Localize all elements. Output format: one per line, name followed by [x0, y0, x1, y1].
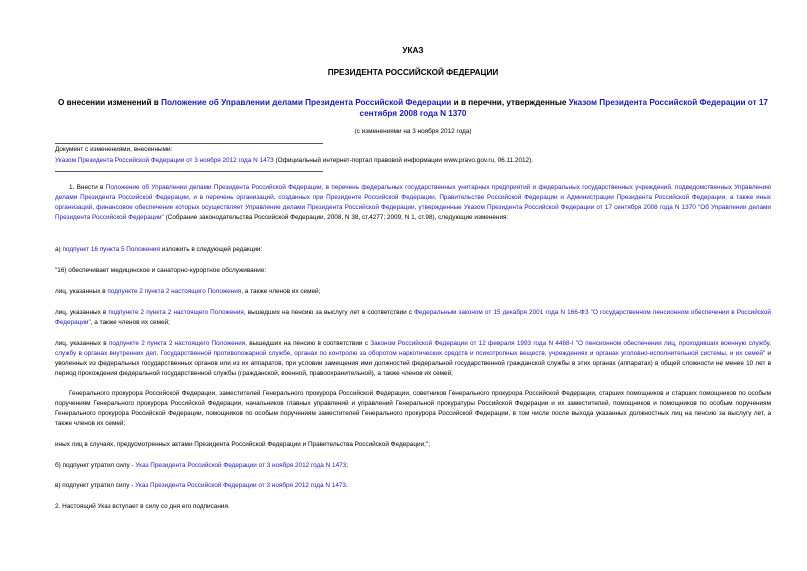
p5-link-federal-law-166[interactable]: Федеральным законом от 15 декабря 2001 года N 166-ФЗ "О государственном пенсионном обеспечении в Российской Федерации" — [55, 309, 771, 326]
p1-link-regulation[interactable]: Положение об Управлении делами Президента Российской Федерации, в перечень федеральных государственных унитарных предприятий и федеральных государственных учреждений, подведомственных Управлению делами Президента Российской Федерации, и в перечень организаций, созданных при Президенте Российской Федерации, Правительстве Российской Федерации и Администрации Президента Российской Федерации, а также иных организаций, финансовое обеспечение которых осуществляет Управление делами Президента Российской Федерации, утвержденные Указом Президента Российской Федерации от 17 сентября 2008 года N 1370 "Об Управлении делами Президента Российской Федерации" — [55, 184, 771, 221]
p2-link-subpoint-16[interactable]: подпункт 16 пункта 5 Положения — [62, 246, 160, 253]
p9-link-decree-1473[interactable]: Указ Президента Российской Федерации от 3 ноября 2012 года N 1473 — [135, 462, 347, 469]
edition-note: (с изменениями на 3 ноября 2012 года) — [354, 128, 472, 135]
title-link-regulation[interactable]: Положение об Управлении делами Президента Российской Федерации — [161, 98, 452, 107]
paragraph-16: "16) обеспечивает медицинское и санаторно-курортное обслуживание: — [55, 267, 267, 274]
p6-link-subpoint-2[interactable]: подпункте 2 пункта 2 настоящего Положения — [108, 340, 246, 347]
p5-link-subpoint-2[interactable]: подпункте 2 пункта 2 настоящего Положения — [108, 309, 244, 316]
p4-link-subpoint-2[interactable]: подпункте 2 пункта 2 настоящего Положения — [107, 288, 242, 295]
amendment-link-1473[interactable]: Указом Президента Российской Федерации от 3 ноября 2012 года N 1473 — [55, 157, 274, 164]
decree-heading: УКАЗ — [402, 46, 424, 55]
document-title: О внесении изменений в Положение об Управлении делами Президента Российской Федерации и в перечни, утвержденные Указом Президента Российской Федерации от 17 сентября 2008 года N 1370 — [58, 98, 768, 118]
p10-link-decree-1473[interactable]: Указ Президента Российской Федерации от 3 ноября 2012 года N 1473 — [135, 482, 346, 489]
paragraph-other-persons: иных лиц в случаях, предусмотренных актами Президента Российской Федерации и Правительства Российской Федерации;"; — [55, 441, 430, 448]
paragraph-2: 2. Настоящий Указ вступает в силу со дня его подписания. — [55, 503, 230, 510]
paragraph-a: а) подпункт 16 пункта 5 Положения изложить в следующей редакции: — [55, 246, 263, 253]
paragraph-1: 1. Внести в Положение об Управлении делами Президента Российской Федерации, в перечень федеральных государственных унитарных предприятий и федеральных государственных учреждений, подведомственных Управлению делами Президента Российской Федерации, и в перечень организаций, созданных при Президенте Российской Федерации, Правительстве Российской Федерации и Администрации Президента Российской Федерации, а также иных организаций, финансовое обеспечение которых осуществляет Управление делами Президента Российской Федерации, утвержденные Указом Президента Российской Федерации от 17 сентября 2008 года N 1370 "Об Управлении делами Президента Российской Федерации" (Собрание законодательства Российской Федерации, 2008, N 38, ст.4277; 2009, N 1, ст.98), следующие изменения: — [55, 184, 771, 221]
paragraph-b: б) подпункт утратил силу - Указ Президента Российской Федерации от 3 ноября 2012 года N 1473; — [55, 462, 349, 469]
paragraph-persons-2: лиц, указанных в подпункте 2 пункта 2 настоящего Положения, вышедших на пенсию за выслугу лет в соответствии с Федеральным законом от 15 декабря 2001 года N 166-ФЗ "О государственном пенсионном обеспечении в Российской Федерации", а также членов их семей; — [55, 309, 771, 326]
p6-link-law-4468[interactable]: Законом Российской Федерации от 12 февраля 1993 года N 4468-I "О пенсионном обеспечении лиц, проходивших военную службу, службу в органах внутренних дел, Государственной противопожарной службе, органах по контролю за оборотом наркотических средств и психотропных веществ, учреждениях и органах уголовно-исполнительной системы, и их семей" — [55, 340, 772, 357]
amendments-source: Указом Президента Российской Федерации от 3 ноября 2012 года N 1473 (Официальный интернет-портал правовой информации www.pravo.gov.ru, 06.11.2012). — [55, 157, 534, 164]
divider-top — [55, 143, 323, 144]
amendments-label: Документ с изменениями, внесенными: — [55, 146, 173, 153]
paragraph-persons-3: лиц, указанных в подпункте 2 пункта 2 настоящего Положения, вышедших на пенсию в соответствии с Законом Российской Федерации от 12 февраля 1993 года N 4468-I "О пенсионном обеспечении лиц, проходивших военную службу, службу в органах внутренних дел, Государственной противопожарной службе, органах по контролю за оборотом наркотических средств и психотропных веществ, учреждениях и органах уголовно-исполнительной системы, и их семей" и уволенных из федеральных государственных органов или из их аппаратов, при условии замещения ими должностей федеральной государственной гражданской службы в этих органах (аппаратах) в общей сложности не менее 10 лет в период прохождения федеральной государственной службы (гражданской, военной, правоохранительной), а также членов их семей; — [55, 340, 772, 377]
title-link-decree-1370[interactable]: Указом Президента Российской Федерации от 17 сентября 2008 года N 1370 — [359, 98, 768, 118]
paragraph-prosecutor: Генерального прокурора Российской Федерации, заместителей Генерального прокурора Российской Федерации, советников Генерального прокурора Российской Федерации, старших помощников и старших помощников по особым поручениям Генерального прокурора Российской Федерации, начальников главных управлений и управлений Генеральной прокуратуры Российской Федерации и их заместителей, помощников и помощников по особым поручениям Генерального прокурора Российской Федерации, помощников по особым поручениям заместителей Генерального прокурора Российской Федерации, в том числе после выхода указанных должностных лиц на пенсию за выслугу лет, а также членов их семей; — [55, 390, 771, 427]
paragraph-c: в) подпункт утратил силу - Указ Президента Российской Федерации от 3 ноября 2012 года N 1473. — [55, 482, 348, 489]
paragraph-persons-1: лиц, указанных в подпункте 2 пункта 2 настоящего Положения, а также членов их семей; — [55, 288, 321, 295]
divider-bottom — [55, 171, 323, 172]
issuer-heading: ПРЕЗИДЕНТА РОССИЙСКОЙ ФЕДЕРАЦИИ — [327, 68, 499, 77]
